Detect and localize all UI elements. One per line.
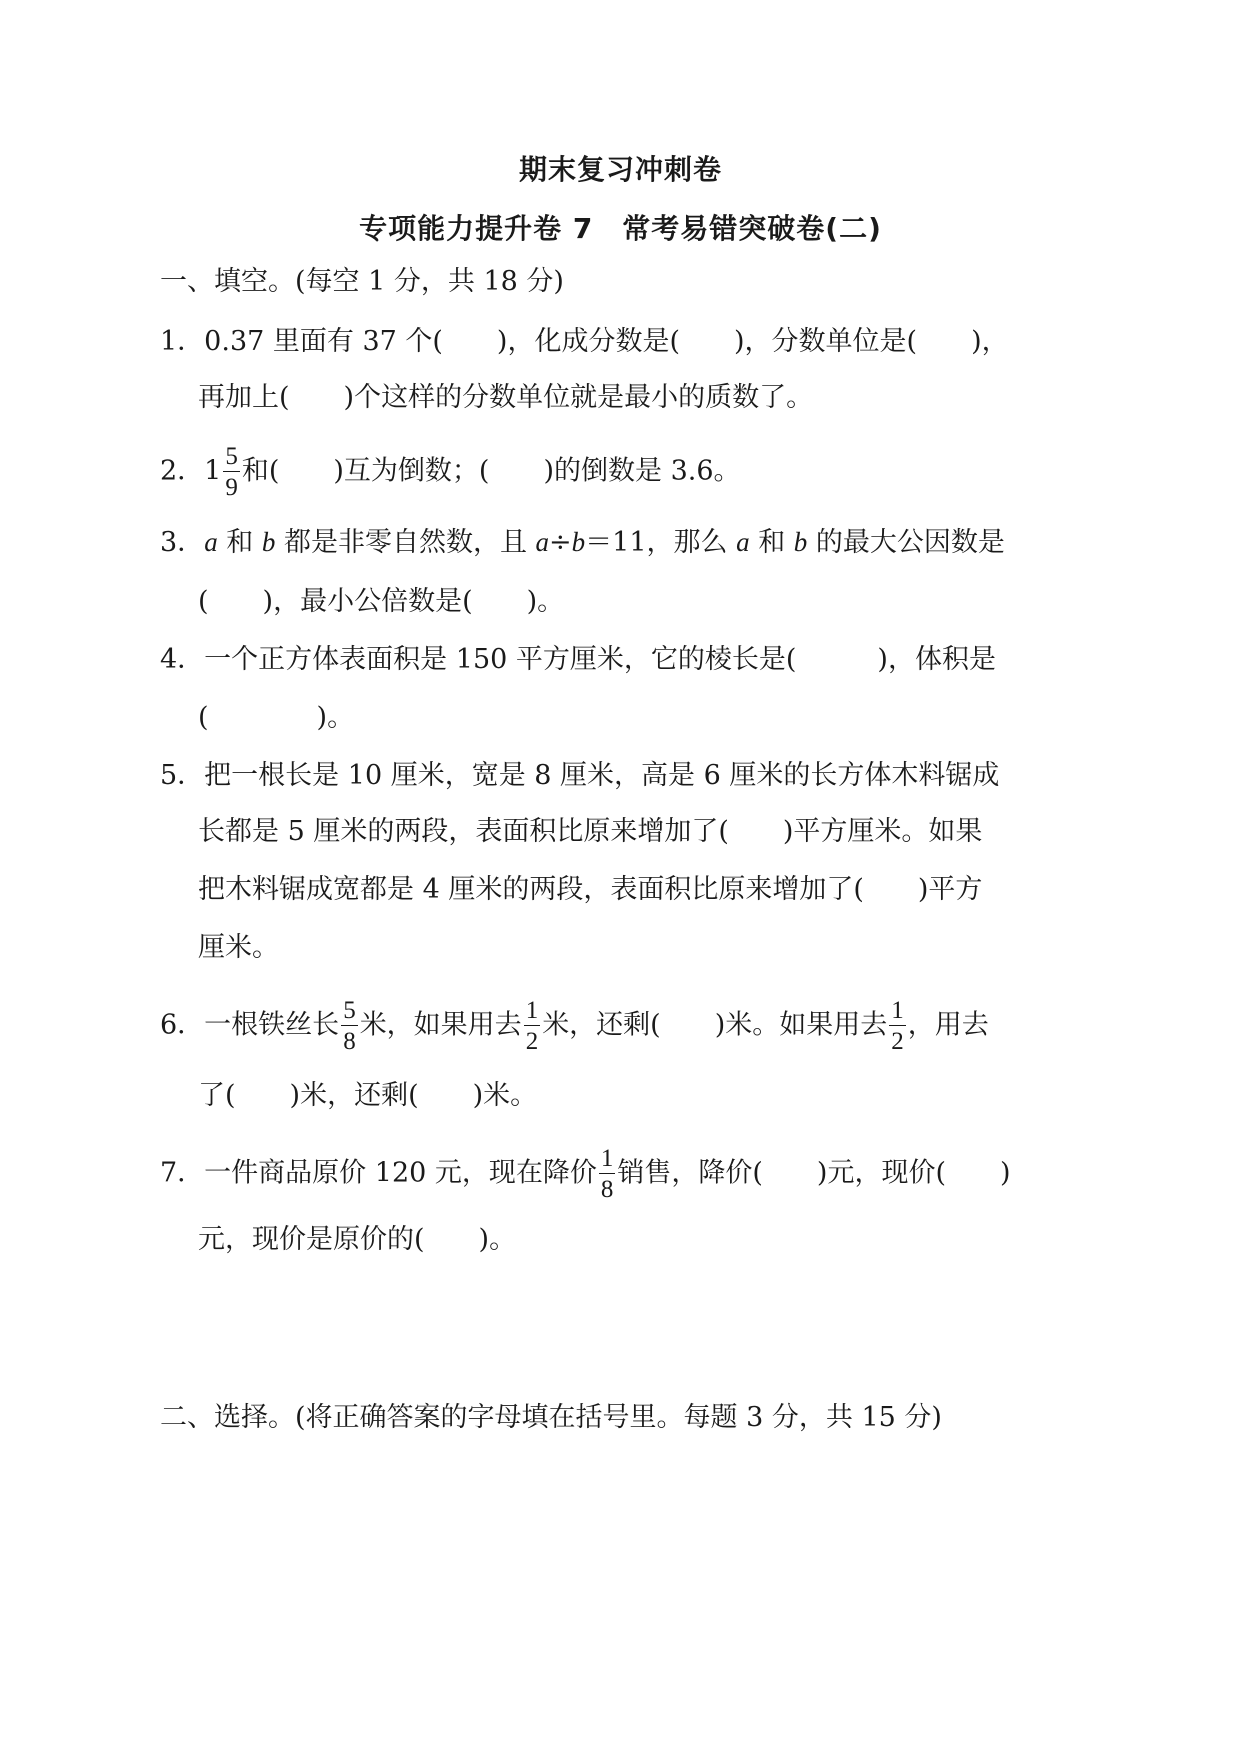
question-5-line-4: 厘米。	[198, 932, 279, 963]
text-segment: 的最大公因数是	[807, 527, 1005, 558]
question-2-prefix: 2．1	[160, 455, 222, 487]
fraction	[599, 1146, 616, 1202]
variable-a: a	[736, 527, 750, 557]
fraction-denominator: 9	[225, 474, 238, 501]
fraction-numerator: 5	[343, 997, 356, 1024]
text-segment: 米，如果用去	[359, 1009, 522, 1041]
text-segment: ，用去	[907, 1009, 989, 1041]
fraction	[889, 998, 906, 1054]
question-2-suffix: 和( )互为倒数；( )的倒数是 3.6。	[241, 455, 741, 487]
variable-a: a	[535, 527, 550, 557]
text-segment: 3．	[160, 527, 205, 558]
fraction-denominator: 8	[343, 1028, 356, 1055]
variable-b: b	[793, 527, 808, 557]
fraction-numerator: 1	[525, 997, 539, 1024]
fraction-denominator: 8	[600, 1176, 614, 1203]
page-subtitle: 专项能力提升卷 7 常考易错突破卷(二)	[359, 212, 882, 245]
section-heading-multiple-choice: 二、选择。(将正确答案的字母填在括号里。每题 3 分，共 15 分)	[160, 1402, 942, 1433]
question-6-line-2: 了( )米，还剩( )米。	[198, 1080, 538, 1111]
question-1-line-2: 再加上( )个这样的分数单位就是最小的质数了。	[198, 382, 814, 413]
fraction-denominator: 2	[891, 1028, 904, 1055]
question-5-line-3: 把木料锯成宽都是 4 厘米的两段，表面积比原来增加了( )平方	[198, 874, 983, 905]
page-title: 期末复习冲刺卷	[518, 153, 722, 186]
question-2	[160, 444, 741, 500]
question-7-line-1	[160, 1146, 1011, 1202]
question-4-line-2: ( )。	[198, 702, 355, 733]
variable-a: a	[204, 527, 218, 557]
variable-b: b	[571, 527, 586, 557]
fraction-numerator: 1	[600, 1145, 614, 1172]
question-7-line-2: 元，现价是原价的( )。	[198, 1224, 517, 1255]
text-segment: 和	[217, 527, 262, 558]
fraction-numerator: 5	[225, 443, 238, 470]
text-segment: ＝11，那么	[585, 527, 737, 558]
question-3-line-1	[160, 522, 1005, 563]
text-segment: 销售，降价( )元，现价( )	[617, 1157, 1011, 1189]
question-4-line-1: 4．一个正方体表面积是 150 平方厘米，它的棱长是( )，体积是	[160, 644, 996, 675]
fraction	[223, 444, 240, 500]
text-segment: 和	[749, 527, 794, 558]
question-6-line-1	[160, 998, 989, 1054]
question-1-line-1: 1．0.37 里面有 37 个( )，化成分数是( )，分数单位是( )，	[160, 326, 1009, 357]
fraction	[341, 998, 358, 1054]
text-segment: 米，还剩( )米。如果用去	[542, 1009, 888, 1041]
fraction-numerator: 1	[891, 997, 904, 1024]
text-segment: 都是非零自然数，且	[275, 527, 536, 558]
text-segment: ÷	[549, 527, 572, 558]
question-3-line-2: ( )，最小公倍数是( )。	[198, 586, 565, 617]
variable-b: b	[261, 527, 276, 557]
fraction	[524, 998, 541, 1054]
text-segment: 7．一件商品原价 120 元，现在降价	[160, 1157, 597, 1189]
text-segment: 6．一根铁丝长	[160, 1009, 340, 1041]
section-heading-fill-blank: 一、填空。(每空 1 分，共 18 分)	[160, 266, 564, 297]
fraction-denominator: 2	[525, 1028, 539, 1055]
question-5-line-2: 长都是 5 厘米的两段，表面积比原来增加了( )平方厘米。如果	[198, 816, 983, 847]
question-5-line-1: 5．把一根长是 10 厘米，宽是 8 厘米，高是 6 厘米的长方体木料锯成	[160, 760, 1000, 791]
